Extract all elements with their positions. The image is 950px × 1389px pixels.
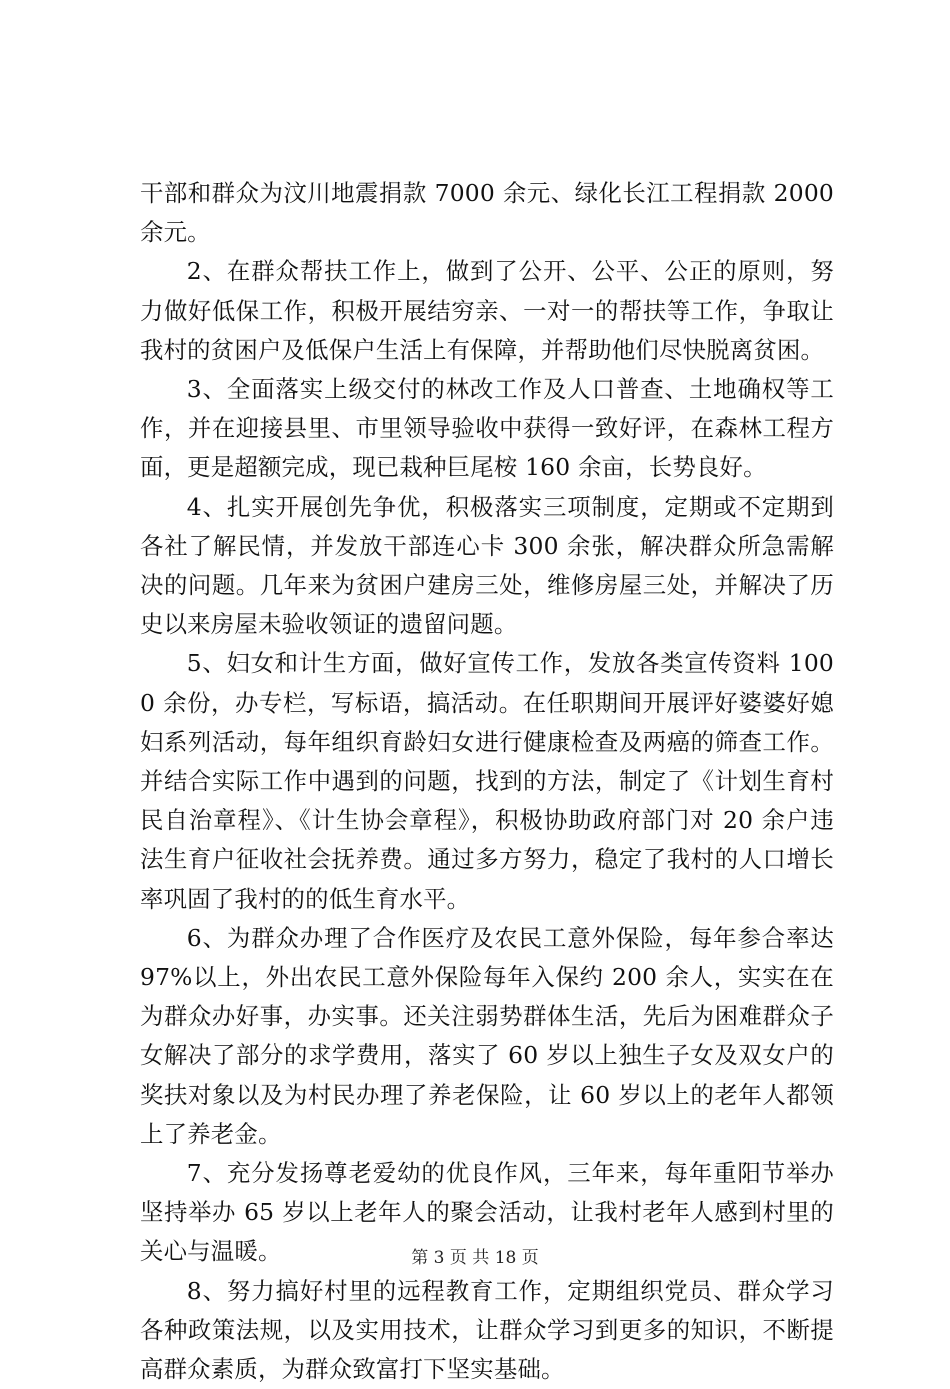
paragraph-item-7: 7、充分发扬尊老爱幼的优良作风，三年来，每年重阳节举办坚持举办 65 岁以上老年人的聚会活动，让我村老年人感到村里的关心与温暖。: [140, 1159, 834, 1266]
paragraph-item-2: 2、在群众帮扶工作上，做到了公开、公平、公正的原则，努力做好低保工作，积极开展结穷亲、一对一的帮扶等工作，争取让我村的贫困户及低保户生活上有保障，并帮助他们尽快脱离贫困。: [140, 257, 834, 364]
page-number-footer: 第 3 页 共 18 页: [411, 1248, 539, 1268]
paragraph-item-3: 3、全面落实上级交付的林改工作及人口普查、土地确权等工作，并在迎接县里、市里领导验收中获得一致好评，在森林工程方面，更是超额完成，现已栽种巨尾桉 160 余亩，长势良好。: [140, 375, 834, 482]
paragraph-item-8: 8、努力搞好村里的远程教育工作，定期组织党员、群众学习各种政策法规，以及实用技术，让群众学习到更多的知识，不断提高群众素质，为群众致富打下坚实基础。: [140, 1276, 834, 1384]
paragraph-continuation: 干部和群众为汶川地震捐款 7000 余元、绿化长江工程捐款 2000 余元。: [140, 179, 834, 247]
paragraph-item-4: 4、扎实开展创先争优，积极落实三项制度，定期或不定期到各社了解民情，并发放干部连心卡 300 余张，解决群众所急需解决的问题。几年来为贫困户建房三处，维修房屋三处，并解决了历史以来房屋未验收领证的遗留问题。: [140, 492, 834, 639]
document-body: [140, 174, 834, 1389]
paragraph-item-5: 5、妇女和计生方面，做好宣传工作，发放各类宣传资料 1000 余份，办专栏，写标语，搞活动。在任职期间开展评好婆婆好媳妇系列活动，每年组织育龄妇女进行健康检查及两癌的筛查工作。并结合实际工作中遇到的问题，找到的方法，制定了《计划生育村民自治章程》、《计生协会章程》，积极协助政府部门对 20 余户违法生育户征收社会抚养费。通过多方努力，稳定了我村的人口增长率巩固了我村的的低生育水平。: [140, 649, 834, 913]
paragraph-item-6: 6、为群众办理了合作医疗及农民工意外保险，每年参合率达 97%以上，外出农民工意外保险每年入保约 200 余人，实实在在为群众办好事，办实事。还关注弱势群体生活，先后为困难群众子女解决了部分的求学费用，落实了 60 岁以上独生子女及双女户的奖扶对象以及为村民办理了养老保险，让 60 岁以上的老年人都领上了养老金。: [140, 923, 834, 1148]
